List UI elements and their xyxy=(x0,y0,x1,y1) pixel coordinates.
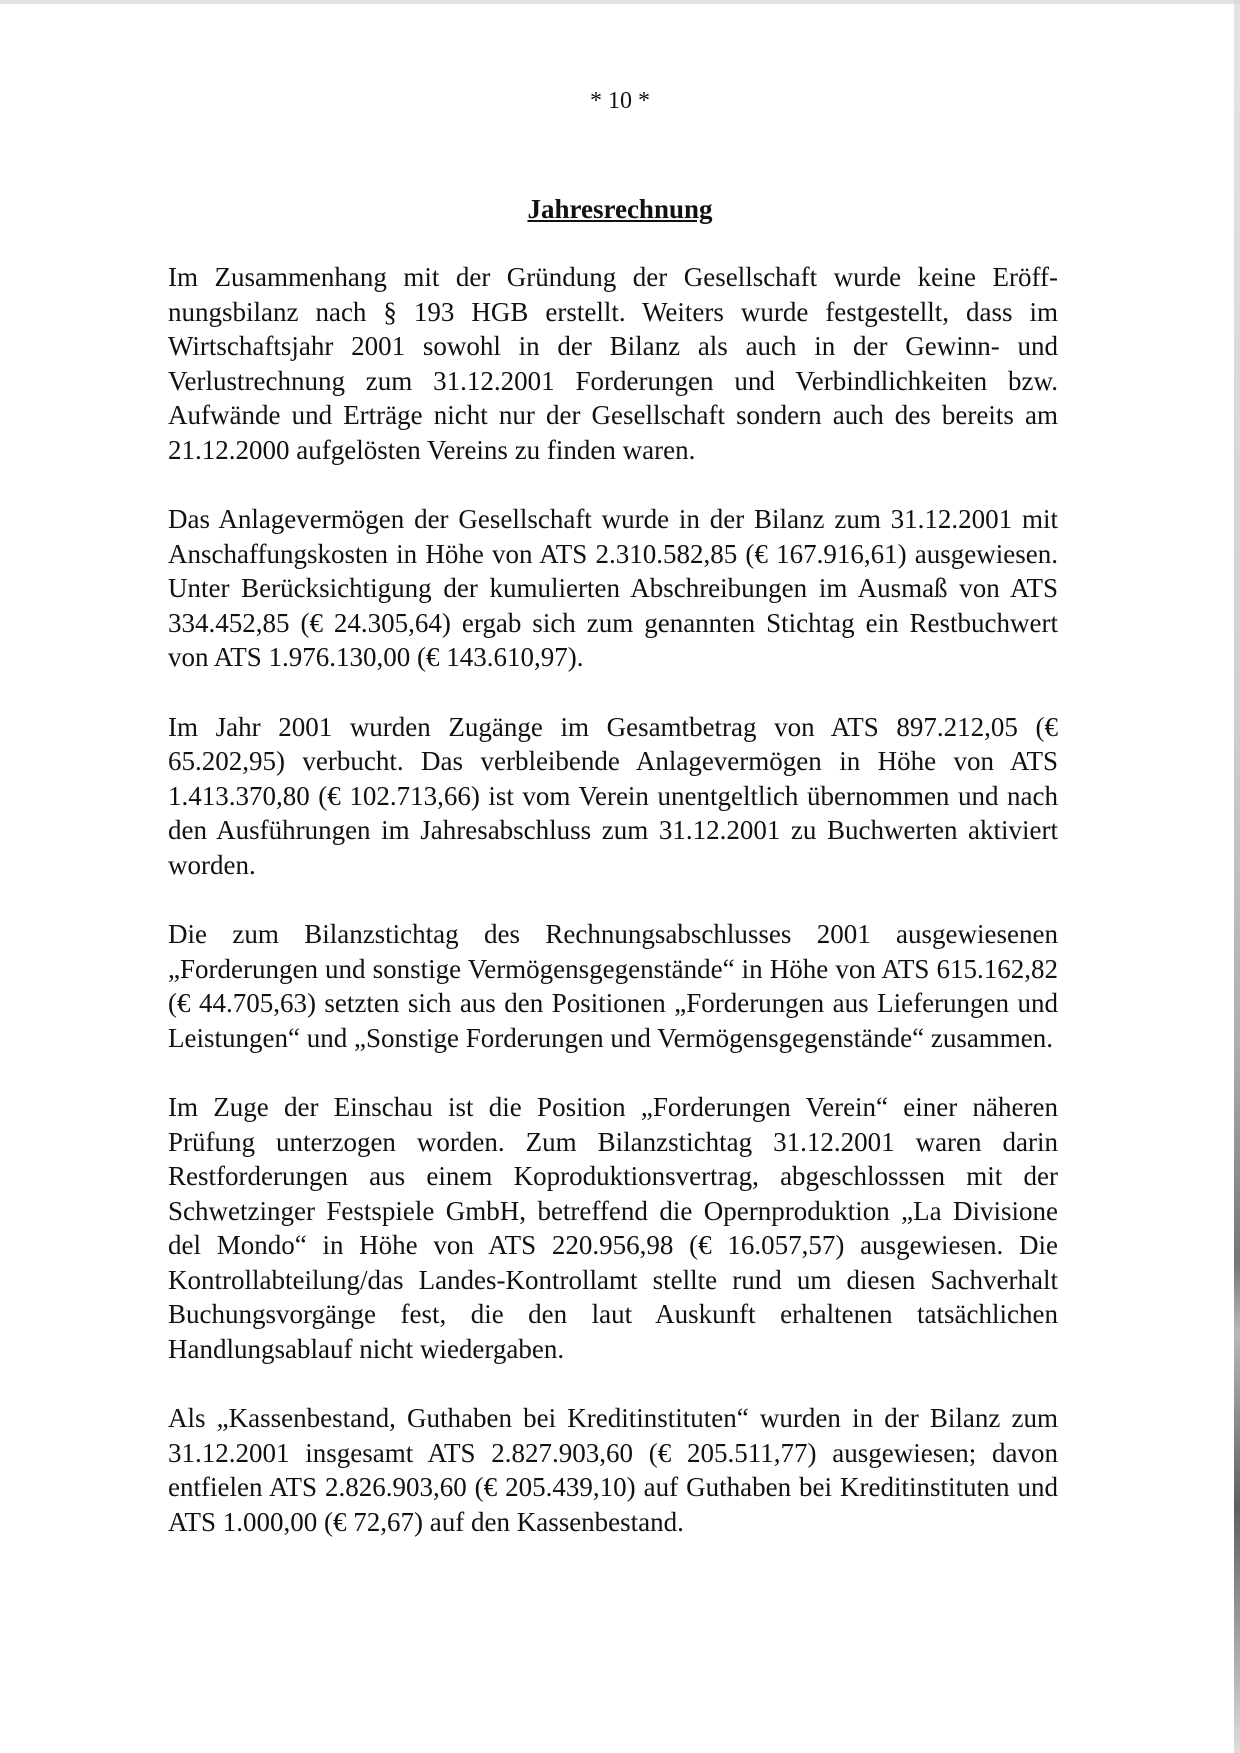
scan-artifact-top xyxy=(0,0,1240,4)
paragraph-fixed-assets: Das Anlagevermögen der Gesellschaft wurde in der Bilanz zum 31.12.2001 mit Anschaffungskosten in Höhe von ATS 2.310.582,85 (€ 167.916,61) ausgewiesen. Unter Berücksichtigung der kumulierten Abschreibungen im Ausmaß von ATS 334.452,85 (€ 24.305,64) ergab sich zum genannten Stichtag ein Restbuchwert von ATS 1.976.130,00 (€ 143.610,97). xyxy=(168,504,1058,672)
paragraph-opening-balance: Im Zusammenhang mit der Gründung der Gesellschaft wurde keine Eröffnungsbilanz nach § 193 HGB erstellt. Weiters wurde festgestellt, dass im Wirtschaftsjahr 2001 sowohl in der Bilanz als auch in der Gewinn- und Verlustrechnung zum 31.12.2001 Forderungen und Verbindlichkeiten bzw. Aufwände und Erträge nicht nur der Gesellschaft sondern auch des bereits am 21.12.2000 aufgelösten Vereins zu finden waren. xyxy=(168,262,1058,465)
document-body xyxy=(168,260,1058,1574)
scan-artifact-right-edge xyxy=(1234,0,1240,1753)
page-number: * 10 * xyxy=(590,88,650,114)
paragraph-additions: Im Jahr 2001 wurden Zugänge im Gesamtbetrag von ATS 897.212,05 (€ 65.202,95) verbucht. Das verbleibende Anlagevermögen in Höhe von ATS 1.413.370,80 (€ 102.713,66) ist vom Verein unentgeltlich übernommen und nach den Ausführungen im Jahresabschluss zum 31.12.2001 zu Buchwerten aktiviert worden. xyxy=(168,711,1058,880)
paragraph-cash: Als „Kassenbestand, Guthaben bei Kreditinstituten“ wurden in der Bilanz zum 31.12.2001 insgesamt ATS 2.827.903,60 (€ 205.511,77) ausgewiesen; davon entfielen ATS 2.826.903,60 (€ 205.439,10) auf Guthaben bei Kreditinstituten und ATS 1.000,00 (€ 72,67) auf den Kassenbestand. xyxy=(168,1403,1058,1537)
page-title: Jahresrechnung xyxy=(527,194,713,224)
paragraph-receivables: Die zum Bilanzstichtag des Rechnungsabschlusses 2001 ausgewiesenen „Forderungen und sonstige Vermögensgegenstände“ in Höhe von ATS 615.162,82 (€ 44.705,63) setzten sich aus den Positionen „Forderungen aus Lieferungen und Leistungen“ und „Sonstige Forderungen und Vermögensgegenstände“ zusammen. xyxy=(168,919,1058,1053)
paragraph-receivables-association: Im Zuge der Einschau ist die Position „Forderungen Verein“ einer näheren Prüfung unterzogen worden. Zum Bilanzstichtag 31.12.2001 waren darin Restforderungen aus einem Koproduktionsvertrag, abgeschlosssen mit der Schwetzinger Festspiele GmbH, betreffend die Opernproduktion „La Divisione del Mondo“ in Höhe von ATS 220.956,98 (€ 16.057,57) ausgewiesen. Die Kontrollabteilung/das Landes-Kontrollamt stellte rund um diesen Sachverhalt Buchungsvorgänge fest, die den laut Auskunft erhaltenen tatsächlichen Handlungsablauf nicht wiedergaben. xyxy=(168,1092,1058,1364)
